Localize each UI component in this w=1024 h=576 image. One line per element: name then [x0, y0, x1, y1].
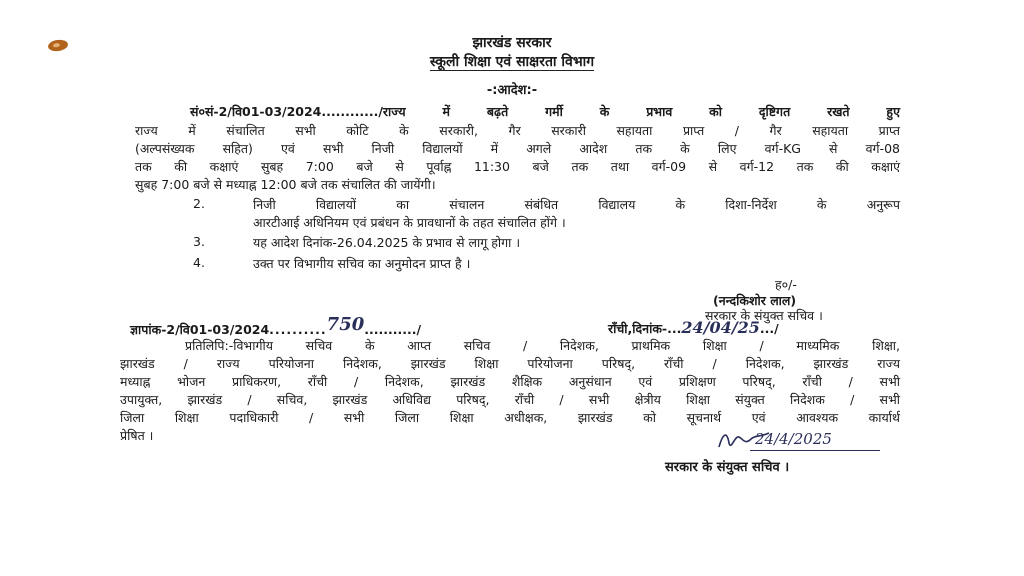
- point-4-text: उक्त पर विभागीय सचिव का अनुमोदन प्राप्त है ।: [253, 256, 471, 271]
- point-2-line-1: निजी विद्यालयों का संचालन संबंधित विद्यालय के दिशा-निर्देश के अनुरूप: [253, 197, 900, 212]
- point-3-number: 3.: [193, 234, 205, 249]
- footer-designation: सरकार के संयुक्त सचिव ।: [665, 460, 790, 475]
- government-heading: झारखंड सरकार: [472, 35, 552, 51]
- signatory-name: (नन्दकिशोर लाल): [713, 293, 797, 308]
- copy-line-1: प्रतिलिपि:-विभागीय सचिव के आप्त सचिव / निदेशक, प्राथमिक शिक्षा / माध्यमिक शिक्षा,: [185, 338, 900, 353]
- copy-line-5: जिला शिक्षा पदाधिकारी / सभी जिला शिक्षा अधीक्षक, झारखंड को सूचनार्थ एवं आवश्यक कार्यार्थ: [120, 410, 900, 425]
- order-line-2: राज्य में संचालित सभी कोटि के सरकारी, गैर सरकारी सहायता प्राप्त / गैर सहायता प्राप्त: [135, 123, 900, 138]
- memo-number-handwritten: 750: [326, 314, 365, 335]
- point-2-number: 2.: [193, 196, 205, 211]
- order-line-4: तक की कक्षाएं सुबह 7:00 बजे से पूर्वाह्न 11:30 बजे तक तथा वर्ग-09 से वर्ग-12 तक की कक्षाएं: [135, 159, 900, 174]
- handwritten-date: 24/4/2025: [755, 430, 832, 448]
- point-4-number: 4.: [193, 255, 205, 270]
- copy-line-4: उपायुक्त, झारखंड / सचिव, झारखंड अधिविद्य परिषद्, राँची / सभी क्षेत्रीय शिक्षा संयुक्त निदेशक / सभी: [120, 392, 900, 407]
- signatory-designation: सरकार के संयुक्त सचिव ।: [705, 308, 823, 323]
- point-3-text: यह आदेश दिनांक-26.04.2025 के प्रभाव से लागू होगा ।: [253, 235, 521, 250]
- signature-underline: [750, 450, 880, 451]
- order-line-5: सुबह 7:00 बजे से मध्याह्न 12:00 बजे तक संचालित की जायेंगी।: [135, 177, 436, 192]
- order-title: -:आदेश:-: [486, 83, 538, 98]
- department-heading: [0, 52, 1024, 71]
- place-date-label: राँची,दिनांक-: [608, 321, 668, 336]
- memo-number: ज्ञापांक-2/वि01-03/2024..........750.........../: [130, 314, 422, 337]
- point-2-line-2: आरटीआई अधिनियम एवं प्रबंधन के प्रावधानों के तहत संचालित होंगे ।: [253, 215, 566, 230]
- memo-date-handwritten: 24/04/25: [681, 318, 760, 337]
- department-name: स्कूली शिक्षा एवं साक्षरता विभाग: [429, 54, 595, 70]
- copy-line-2: झारखंड / राज्य परियोजना निदेशक, झारखंड शिक्षा परियोजना परिषद्, राँची / निदेशक, झारखंड राज्य: [120, 356, 900, 371]
- copy-line-3: मध्याह्न भोजन प्राधिकरण, राँची / निदेशक, झारखंड शैक्षिक अनुसंधान एवं प्रशिक्षण परिषद्, राँची / सभी: [120, 374, 900, 389]
- signed-mark: ह०/-: [775, 277, 797, 292]
- order-line-1: सं०सं-2/वि01-03/2024............/राज्य में बढ़ते गर्मी के प्रभाव को दृष्टिगत रखते हुए: [190, 104, 900, 119]
- memo-date: राँची,दिनांक-...24/04/25.../: [608, 318, 779, 337]
- copy-line-6: प्रेषित ।: [120, 428, 154, 443]
- memo-number-prefix: ज्ञापांक-2/वि01-03/2024: [130, 322, 270, 337]
- order-line-3: (अल्पसंख्यक सहित) एवं सभी निजी विद्यालयों में अगले आदेश तक के लिए वर्ग-KG से वर्ग-08: [135, 141, 900, 156]
